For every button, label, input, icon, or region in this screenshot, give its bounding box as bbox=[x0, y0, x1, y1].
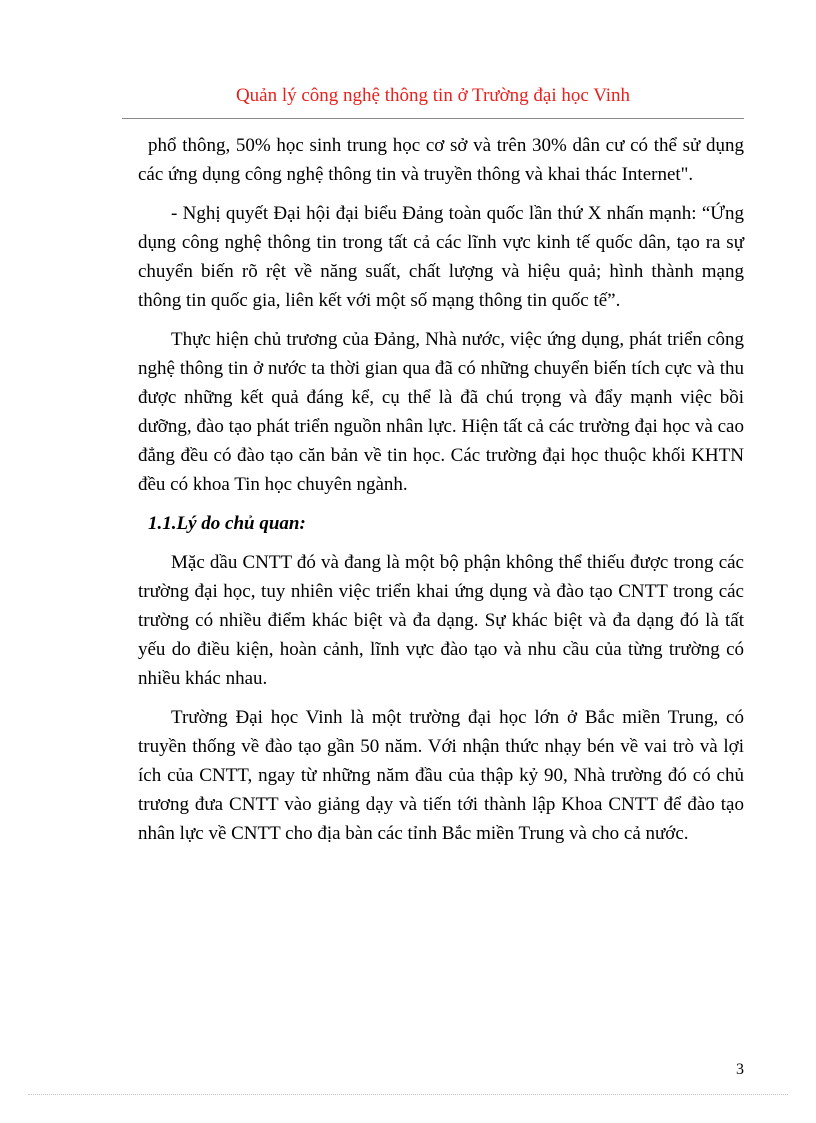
running-header-title: Quản lý công nghệ thông tin ở Trường đại học Vinh bbox=[235, 85, 631, 106]
paragraph-implementation: Thực hiện chủ trương của Đảng, Nhà nước, việc ứng dụng, phát triển công nghệ thông tin ở nước ta thời gian qua đã có những chuyển biến tích cực và thu được những kết quả đáng kể, cụ thể là đã chú trọng và đẩy mạnh việc bồi dưỡng, đào tạo phát triển nguồn nhân lực. Hiện tất cả các trường đại học và cao đẳng đều có đào tạo căn bản về tin học. Các trường đại học thuộc khối KHTN đều có khoa Tin học chuyên ngành. bbox=[138, 329, 744, 495]
document-body bbox=[138, 131, 744, 848]
header-divider bbox=[122, 118, 744, 119]
page-bottom-border bbox=[28, 1094, 788, 1095]
page-number: 3 bbox=[736, 1061, 744, 1078]
paragraph-subjective-reason: Mặc dầu CNTT đó và đang là một bộ phận không thể thiếu được trong các trường đại học, tuy nhiên việc triển khai ứng dụng và đào tạo CNTT trong các trường có nhiều điểm khác biệt và đa dạng. Sự khác biệt và đa dạng đó là tất yếu do điều kiện, hoàn cảnh, lĩnh vực đào tạo và nhu cầu của từng trường có nhiều khác nhau. bbox=[138, 552, 744, 689]
paragraph-vinh-university: Trường Đại học Vinh là một trường đại học lớn ở Bắc miền Trung, có truyền thống về đào tạo gần 50 năm. Với nhận thức nhạy bén về vai trò và lợi ích của CNTT, ngay từ những năm đầu của thập kỷ 90, Nhà trường đó có chủ trương đưa CNTT vào giảng dạy và tiến tới thành lập Khoa CNTT để đào tạo nhân lực về CNTT cho địa bàn các tỉnh Bắc miền Trung và cho cả nước. bbox=[138, 707, 744, 844]
paragraph-continued: phổ thông, 50% học sinh trung học cơ sở và trên 30% dân cư có thể sử dụng các ứng dụng công nghệ thông tin và truyền thông và khai thác Internet". bbox=[138, 135, 744, 185]
section-heading: 1.1.Lý do chủ quan: bbox=[148, 513, 306, 534]
paragraph-resolution-quote: - Nghị quyết Đại hội đại biểu Đảng toàn quốc lần thứ X nhấn mạnh: “Ứng dụng công nghệ thông tin trong tất cả các lĩnh vực kinh tế quốc dân, tạo ra sự chuyển biến rõ rệt về năng suất, chất lượng và hiệu quả; hình thành mạng thông tin quốc gia, liên kết với một số mạng thông tin quốc tế”. bbox=[138, 203, 744, 311]
